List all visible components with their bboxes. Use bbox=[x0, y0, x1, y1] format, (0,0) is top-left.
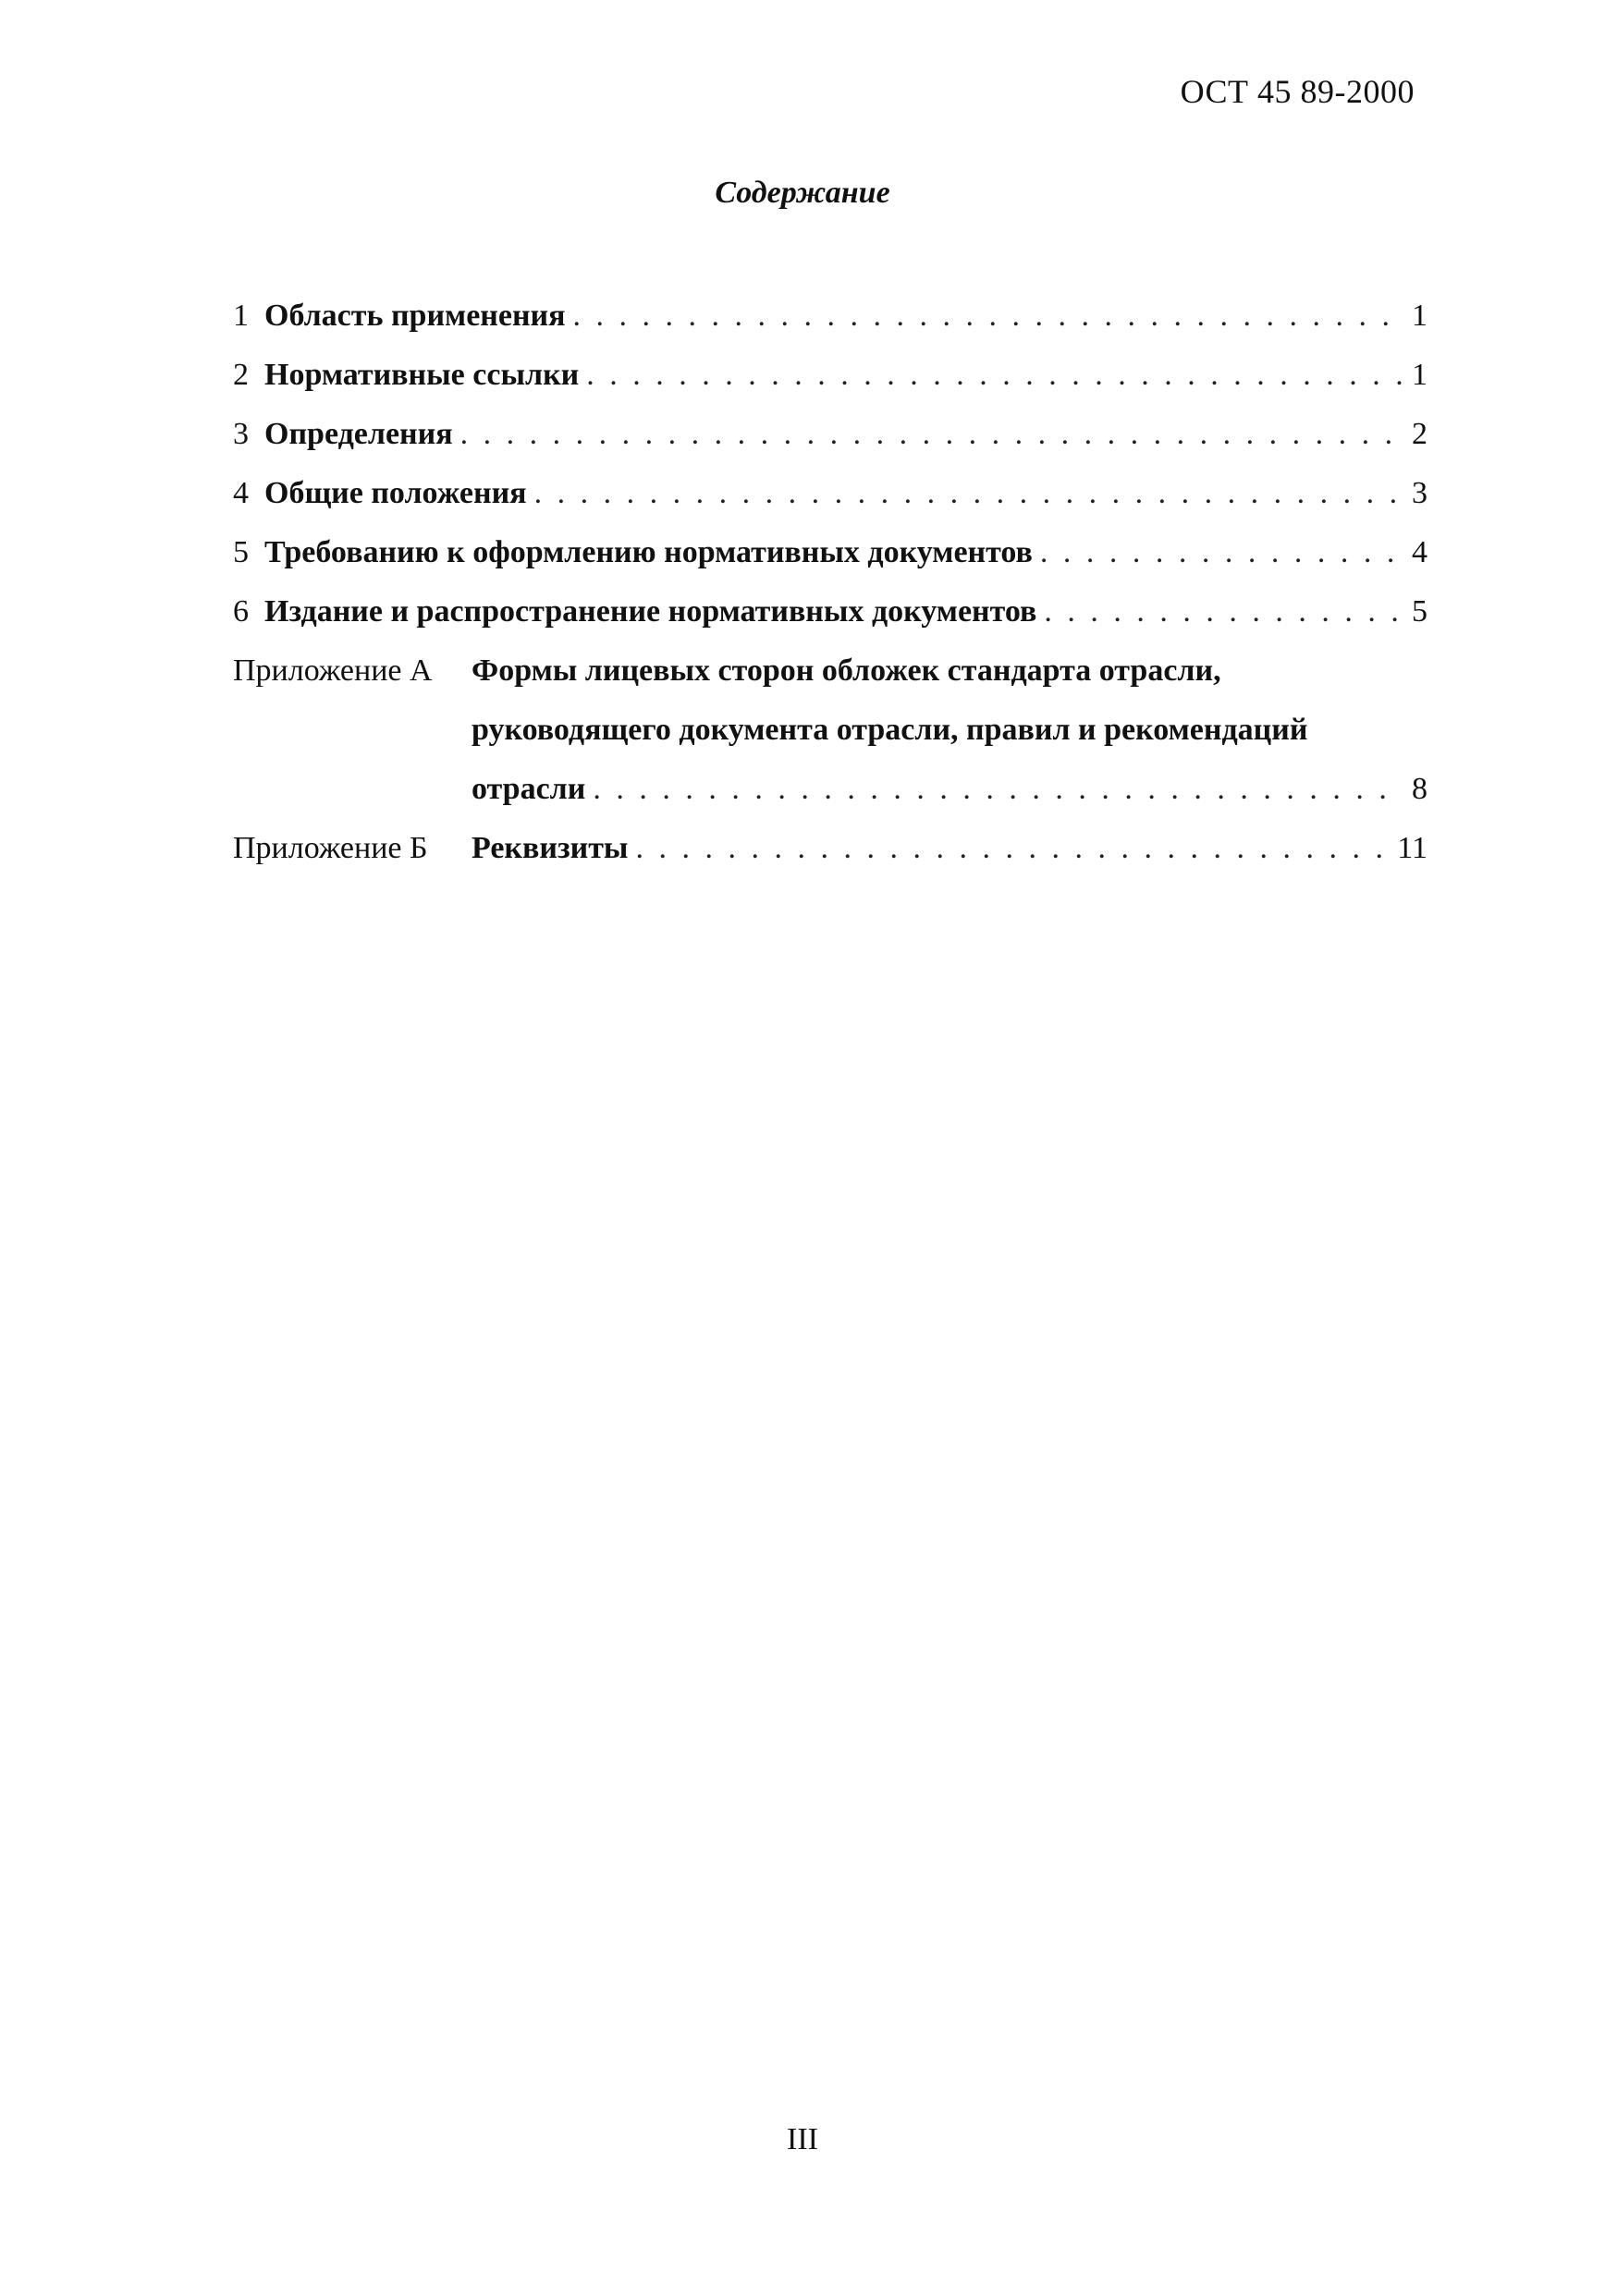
dot-leader bbox=[635, 819, 1390, 878]
toc-item-number: 6 bbox=[233, 594, 249, 629]
toc-item-number: 5 bbox=[233, 535, 249, 569]
appendix-title-line: Реквизиты bbox=[472, 831, 629, 865]
toc-item[interactable] bbox=[233, 405, 1427, 464]
toc-item[interactable] bbox=[233, 582, 1427, 641]
toc-item-page: 2 bbox=[1412, 417, 1427, 451]
toc-item-label: Общие положения bbox=[264, 476, 527, 510]
toc-item-label: Издание и распространение нормативных документов bbox=[264, 594, 1037, 629]
appendix-line bbox=[233, 760, 1427, 819]
toc-appendix-a[interactable] bbox=[233, 641, 1427, 819]
appendix-line bbox=[233, 641, 1427, 701]
toc-item-page: 11 bbox=[1397, 831, 1427, 865]
dot-leader bbox=[1044, 582, 1403, 641]
appendix-line bbox=[233, 701, 1427, 760]
toc-item-label: Область применения bbox=[264, 299, 566, 333]
dot-leader bbox=[573, 287, 1403, 346]
toc-item-label: Нормативные ссылки bbox=[264, 358, 580, 392]
toc-item-number: 4 bbox=[233, 476, 249, 510]
page-number: III bbox=[787, 2122, 818, 2156]
appendix-title-line: Формы лицевых сторон обложек стандарта отрасли, bbox=[472, 653, 1221, 688]
toc-item-number: 3 bbox=[233, 417, 249, 451]
toc-item-number: 1 bbox=[233, 299, 249, 333]
dot-leader bbox=[586, 346, 1403, 405]
dot-leader bbox=[593, 760, 1403, 819]
document-code: ОСТ 45 89-2000 bbox=[1180, 73, 1415, 110]
toc-item-label: Требованию к оформлению нормативных документов bbox=[264, 535, 1033, 569]
toc-item-page: 4 bbox=[1412, 535, 1427, 569]
toc-item-page: 1 bbox=[1412, 358, 1427, 392]
toc-item-page: 8 bbox=[1412, 772, 1427, 806]
page-title: Содержание bbox=[715, 176, 890, 210]
table-of-contents bbox=[233, 287, 1427, 878]
toc-item-number: 2 bbox=[233, 358, 249, 392]
appendix-prefix: Приложение Б bbox=[233, 831, 428, 865]
appendix-prefix: Приложение А bbox=[233, 653, 433, 688]
toc-item[interactable] bbox=[233, 346, 1427, 405]
toc-item-page: 3 bbox=[1412, 476, 1427, 510]
dot-leader bbox=[460, 405, 1403, 464]
toc-appendix-b[interactable] bbox=[233, 819, 1427, 878]
toc-item-label: Определения bbox=[264, 417, 453, 451]
dot-leader bbox=[534, 464, 1403, 523]
toc-item-page: 1 bbox=[1412, 299, 1427, 333]
appendix-title-line: отрасли bbox=[472, 772, 586, 806]
toc-item[interactable] bbox=[233, 287, 1427, 346]
toc-item[interactable] bbox=[233, 464, 1427, 523]
toc-item[interactable] bbox=[233, 523, 1427, 582]
toc-item-page: 5 bbox=[1412, 594, 1427, 629]
appendix-title-line: руководящего документа отрасли, правил и рекомендаций bbox=[472, 713, 1308, 747]
dot-leader bbox=[1040, 523, 1403, 582]
